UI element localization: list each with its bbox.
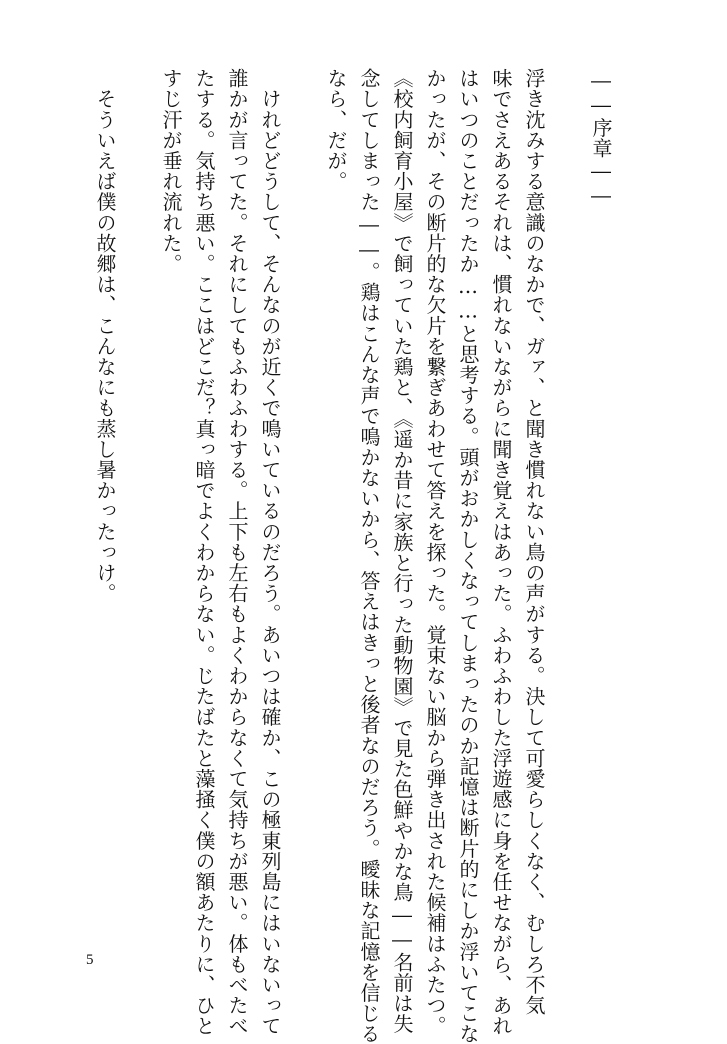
page-number: 5 bbox=[86, 952, 94, 968]
chapter-title: ――序章―― bbox=[589, 68, 613, 208]
paragraph-gap bbox=[286, 68, 319, 948]
paragraph-line: 浮き沈みする意識のなかで、ガァ、と聞き慣れない鳥の声がする。決して可愛らしくなく、むしろ不気 bbox=[522, 68, 546, 1016]
paragraph-line: 《校内飼育小屋》で飼っていた鶏と、《遥か昔に家族と行った動物園》で見た色鮮やかな鳥――名前は失 bbox=[390, 68, 414, 1035]
paragraph-line: 念してしまった――。鶏はこんな声で鳴かないから、答えはきっと後者なのだろう。曖昧な記憶を信じる bbox=[357, 68, 381, 1044]
paragraph-line: すじ汗が垂れ流れた。 bbox=[159, 68, 183, 274]
paragraph-line: 誰かが言ってた。それにしてもふわふわする。上下も左右もよくわからなくて気持ちが悪い。体もべたべ bbox=[225, 68, 249, 1037]
paragraph-line: 味でさえあるそれは、慣れないながらに聞き覚えはあった。ふわふわした浮遊感に身を任せながら、あれ bbox=[489, 68, 513, 1037]
paragraph-gap bbox=[121, 68, 154, 948]
paragraph-line: けれどどうして、そんなのが近くで鳴いているのだろう。あいつは確か、この極東列島にはいないって bbox=[258, 68, 282, 1037]
paragraph-line: たする。気持ち悪い。ここはどこだ？真っ暗でよくわからない。じたばたと藻掻く僕の額あたりに、ひと bbox=[192, 68, 216, 1037]
paragraph-line: はいつのことだったか……と思考する。頭がおかしくなってしまったのか記憶は断片的にしか浮いてこな bbox=[456, 68, 480, 1044]
vertical-text-block bbox=[88, 68, 617, 1044]
paragraph-line: かったが、その断片的な欠片を繋ぎあわせて答えを探った。覚束ない脳から弾き出された候補はふたつ。 bbox=[423, 68, 447, 1037]
paragraph-line: なら、だが。 bbox=[324, 68, 348, 192]
paragraph-line: そういえば僕の故郷は、こんなにも蒸し暑かったっけ。 bbox=[93, 68, 117, 604]
